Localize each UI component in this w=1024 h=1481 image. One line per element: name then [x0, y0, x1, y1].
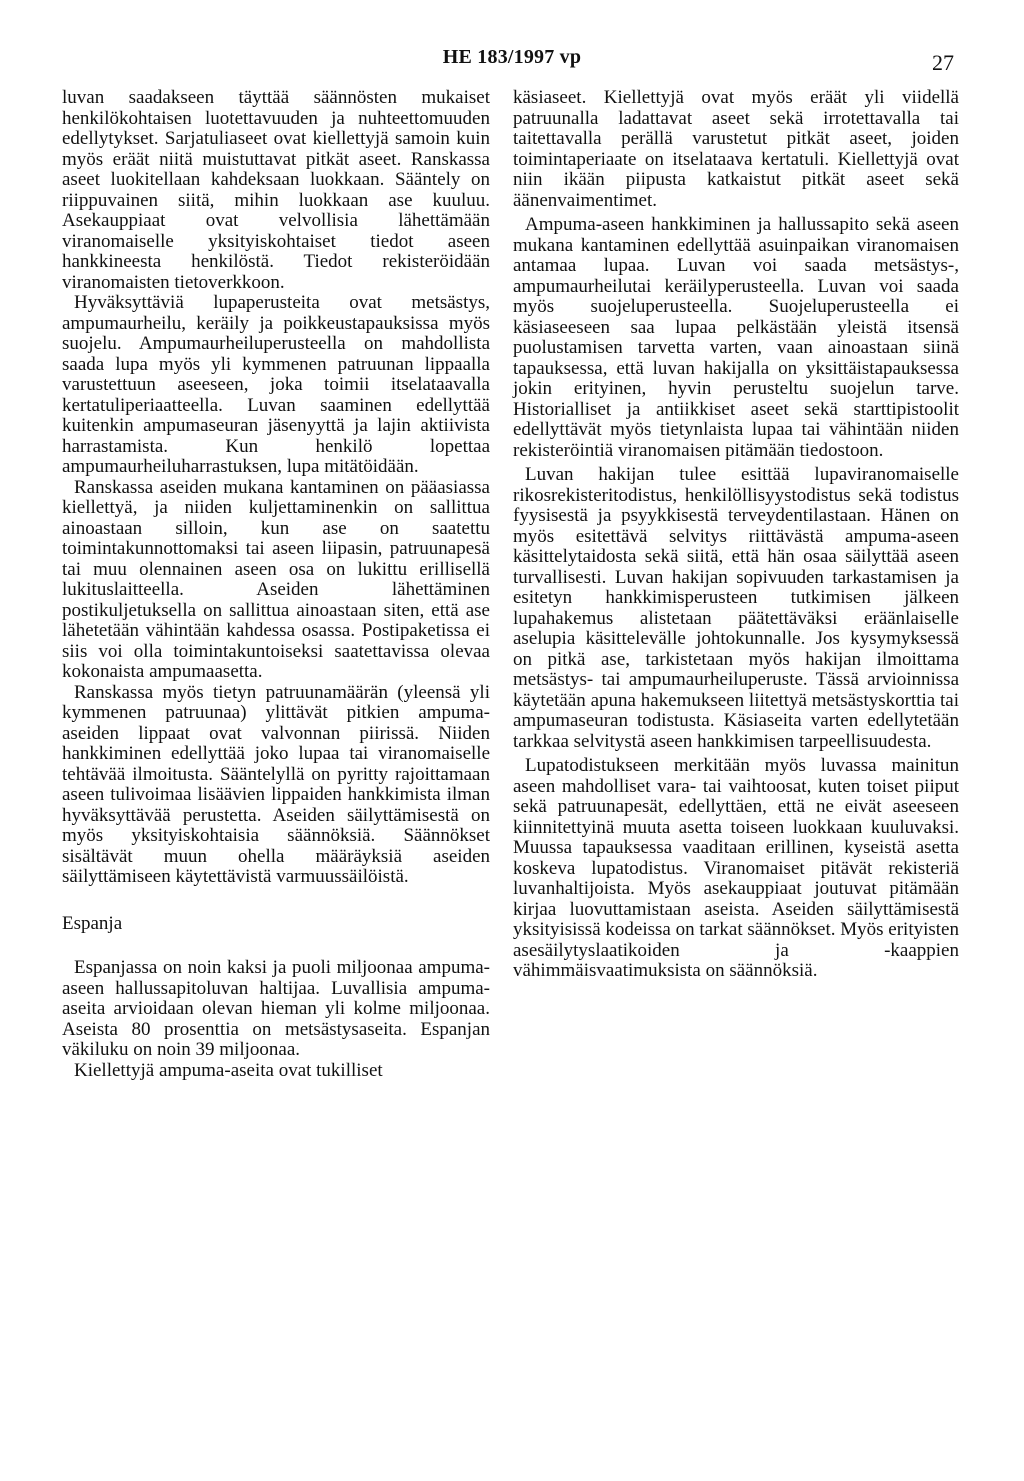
- right-paragraph-2: Ampuma-aseen hankkiminen ja hallussapito sekä aseen mukana kantaminen edellyttää asuinpaikan viranomaisen antamaa lupaa. Luvan voi saada metsästys-, ampumaurheilutai keräilyperusteella. Luvan voi saada myös suojeluperusteella. Suojeluperusteella ei käsiaseeseen saa lupaa pelkästään yleistä itsensä puolustamisen tarvetta varten, vaan ainoastaan siinä tapauksessa, että luvan hakijalla on yksittäistapauksessa jokin erityinen, hyvin perusteltu suojelun tarve. Historialliset ja antiikkiset aseet sekä starttipistoolit edellyttävät myös tietynlaista lupaa tai vähintään niiden rekisteröintiä viranomaisen pitämään tiedostoon.: [513, 214, 959, 461]
- left-paragraph-5: Espanjassa on noin kaksi ja puoli miljoonaa ampuma-aseen hallussapitoluvan haltijaa. Luvallisia ampuma-aseita arvioidaan olevan hieman yli kolme miljoonaa. Aseista 80 prosenttia on metsästysaseita. Espanjan väkiluku on noin 39 miljoonaa.: [62, 957, 490, 1060]
- left-paragraph-2: Hyväksyttäviä lupaperusteita ovat metsästys, ampumaurheilu, keräily ja poikkeustapauksissa myös suojelu. Ampumaurheiluperusteella on mahdollista saada lupa myös yli kymmenen patruunan lippaalla varustettuun aseeseen, joka toimii itselataavalla kertatuliperiaatteella. Luvan saaminen edellyttää kuitenkin ampumaseuran jäsenyyttä ja lajin aktiivista harrastamista. Kun henkilö lopettaa ampumaurheiluharrastuksen, lupa mitätöidään.: [62, 292, 490, 477]
- page-number: 27: [932, 50, 954, 75]
- right-paragraph-1: käsiaseet. Kiellettyjä ovat myös eräät yli viidellä patruunalla ladattavat aseet sekä irrotettavalla tai taitettavalla perällä varustetut pitkät aseet, joiden toimintaperiaate on itselataava kertatuli. Kiellettyjä ovat niin ikään piipusta katkaistut pitkät aseet sekä äänenvaimentimet.: [513, 87, 959, 211]
- left-paragraph-6: Kiellettyjä ampuma-aseita ovat tukilliset: [74, 1059, 383, 1081]
- page-header-title: HE 183/1997 vp: [442, 46, 582, 68]
- left-paragraph-3: Ranskassa aseiden mukana kantaminen on pääasiassa kiellettyä, ja niiden kuljettaminenkin on sallittua ainoastaan silloin, kun ase on saatettu toimintakunnottomaksi tai aseen liipasin, patruunapesä tai muu olennainen aseen osa on lukittu erillisellä lukituslaitteella. Aseiden lähettäminen postikuljetuksella on sallittua ainoastaan siten, että ase lähetetään vähintään kahdessa osassa. Postipaketissa ei siis voi olla toimintakuntoiseksi saatettavissa olevaa kokonaista ampumaasetta.: [62, 476, 490, 682]
- right-paragraph-4: Lupatodistukseen merkitään myös luvassa mainitun aseen mahdolliset vara- tai vaihtoosat, kuten toiset piiput sekä patruunapesät, edellyttäen, että ne eivät aseeseen kiinnitettyinä muuta asetta toiseen luokkaan kuuluvaksi. Muussa tapauksessa vaaditaan erillinen, kyseistä asetta koskeva lupatodistus. Viranomaiset pitävät rekisteriä luvanhaltijoista. Myös asekauppiaat joutuvat pitämään kirjaa luovuttamistaan aseista. Aseiden säilyttämisestä yksityisissä kodeissa on tarkat säännökset. Myös erityisten asesäilytyslaatikoiden ja -kaappien vähimmäisvaatimuksista on säännöksiä.: [513, 755, 959, 981]
- left-paragraph-4: Ranskassa myös tietyn patruunamäärän (yleensä yli kymmenen patruunaa) ylittävät pitkien ampuma-aseiden lippaat ovat valvonnan piirissä. Niiden hankkiminen edellyttää joko lupaa tai viranomaiselle tehtävää ilmoitusta. Sääntelyllä on pyritty rajoittamaan aseen tulivoimaa lisäävien lippaiden hankkimista ilman hyväksyttävää perustetta. Aseiden säilyttämisestä on myös yksityiskohtaisia säännöksiä. Säännökset sisältävät muun ohella määräyksiä aseiden säilyttämiseen käytettävistä varmuussäilöistä.: [62, 681, 490, 887]
- section-heading-espanja: Espanja: [62, 912, 123, 934]
- left-paragraph-1: luvan saadakseen täyttää säännösten mukaiset henkilökohtaisen luotettavuuden ja nuhteettomuuden edellytykset. Sarjatuliaseet ovat kiellettyjä samoin kuin myös eräät niitä muistuttavat pitkät aseet. Ranskassa aseet luokitellaan kahdeksaan luokkaan. Sääntely on riippuvainen siitä, mihin luokkaan ase kuuluu. Asekauppiaat ovat velvollisia lähettämään viranomaiselle yksityiskohtaiset tiedot aseen hankkineesta henkilöstä. Tiedot rekisteröidään viranomaisten tietoverkkoon.: [62, 87, 490, 293]
- left-column: [62, 88, 490, 1081]
- right-paragraph-3: Luvan hakijan tulee esittää lupaviranomaiselle rikosrekisteritodistus, henkilöllisyystodistus sekä todistus fyysisestä ja psyykkisestä terveydentilastaan. Hänen on myös esitettävä selvitys riittävästä ampuma-aseen käsittelytaidosta sekä siitä, että hän osaa säilyttää aseen turvallisesti. Luvan hakijan sopivuuden tarkastamisen ja esitetyn hankkimisperusteen tutkimisen jälkeen lupahakemus alistetaan päätettäväksi eräänlaiselle aselupia käsittelevälle johtokunnalle. Jos kysymyksessä on pitkä ase, tarkistetaan myös hakijan ilmoittama metsästys- tai ampumaurheiluperuste. Tässä arvioinnissa käytetään apuna hakemukseen liitettyä metsästyskorttia tai ampumaseuran todistusta. Käsiaseita varten edellytetään tarkkaa selvitystä aseen hankkimisen tarpeellisuudesta.: [513, 464, 959, 752]
- right-column: [513, 88, 959, 982]
